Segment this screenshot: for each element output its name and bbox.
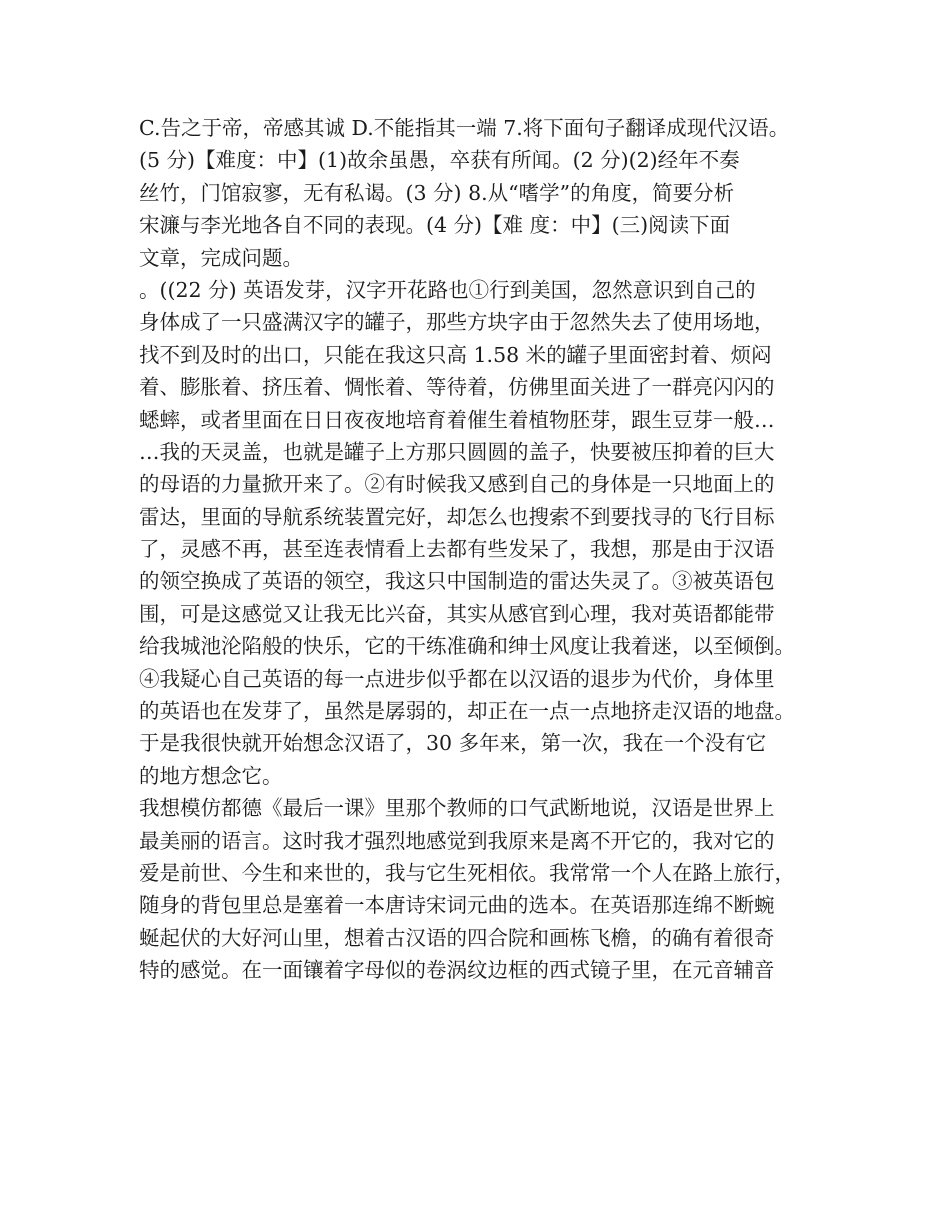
text-line: 着、膨胀着、挤压着、惆怅着、等待着，仿佛里面关进了一群亮闪闪的 bbox=[139, 375, 775, 400]
text-line: 的领空换成了英语的领空，我这只中国制造的雷达失灵了。③被英语包 bbox=[139, 569, 775, 594]
text-line: 围，可是这感觉又让我无比兴奋，其实从感官到心理，我对英语都能带 bbox=[139, 601, 775, 626]
text-line: 宋濂与李光地各自不同的表现。(4 分)【难 度：中】(三)阅读下面 bbox=[139, 213, 731, 238]
text-line: 。((22 分) 英语发芽，汉字开花路也①行到美国，忽然意识到自己的 bbox=[139, 277, 756, 302]
text-line: 的地方想念它。 bbox=[139, 763, 283, 788]
text-line: 我想模仿都德《最后一课》里那个教师的口气武断地说，汉语是世界上 bbox=[139, 796, 775, 821]
text-line: 丝竹，门馆寂寥，无有私谒。(3 分) 8.从“嗜学”的角度，简要分析 bbox=[139, 180, 735, 205]
text-line: 雷达，里面的导航系统装置完好，却怎么也搜索不到要找寻的飞行目标 bbox=[139, 504, 775, 529]
text-line: 给我城池沦陷般的快乐，它的干练准确和绅士风度让我着迷，以至倾倒。 bbox=[139, 634, 795, 659]
text-line: 随身的背包里总是塞着一本唐诗宋词元曲的选本。在英语那连绵不断蜿 bbox=[139, 893, 775, 918]
text-line: 爱是前世、今生和来世的，我与它生死相依。我常常一个人在路上旅行， bbox=[139, 860, 795, 885]
text-line: (5 分)【难度：中】(1)故余虽愚，卒获有所闻。(2 分)(2)经年不奏 bbox=[139, 148, 740, 173]
text-line: 了，灵感不再，甚至连表情看上去都有些发呆了，我想，那是由于汉语 bbox=[139, 537, 775, 562]
text-line: 找不到及时的出口，只能在我这只高 1.58 米的罐子里面密封着、烦闷 bbox=[139, 342, 772, 367]
text-line: 的母语的力量掀开来了。②有时候我又感到自己的身体是一只地面上的 bbox=[139, 472, 775, 497]
text-line: 最美丽的语言。这时我才强烈地感觉到我原来是离不开它的，我对它的 bbox=[139, 828, 775, 853]
body-text bbox=[139, 112, 839, 987]
text-line: 文章，完成问题。 bbox=[139, 245, 303, 270]
text-line: 于是我很快就开始想念汉语了，30 多年来，第一次，我在一个没有它 bbox=[139, 731, 767, 756]
text-line: ④我疑心自己英语的每一点进步似乎都在以汉语的退步为代价，身体里 bbox=[139, 666, 775, 691]
text-line: 特的感觉。在一面镶着字母似的卷涡纹边框的西式镜子里，在元音辅音 bbox=[139, 958, 775, 983]
text-line: C.告之于帝，帝感其诚 D.不能指其一端 7.将下面句子翻译成现代汉语。 bbox=[139, 116, 790, 140]
text-line: 身体成了一只盛满汉字的罐子，那些方块字由于忽然失去了使用场地， bbox=[139, 310, 775, 335]
text-line: …我的天灵盖，也就是罐子上方那只圆圆的盖子，快要被压抑着的巨大 bbox=[139, 439, 775, 464]
text-line: 蟋蟀，或者里面在日日夜夜地培育着催生着植物胚芽，跟生豆芽一般… bbox=[139, 407, 775, 432]
text-line: 的英语也在发芽了，虽然是孱弱的，却正在一点一点地挤走汉语的地盘。 bbox=[139, 699, 795, 724]
text-line: 蜒起伏的大好河山里，想着古汉语的四合院和画栋飞檐，的确有着很奇 bbox=[139, 925, 775, 950]
